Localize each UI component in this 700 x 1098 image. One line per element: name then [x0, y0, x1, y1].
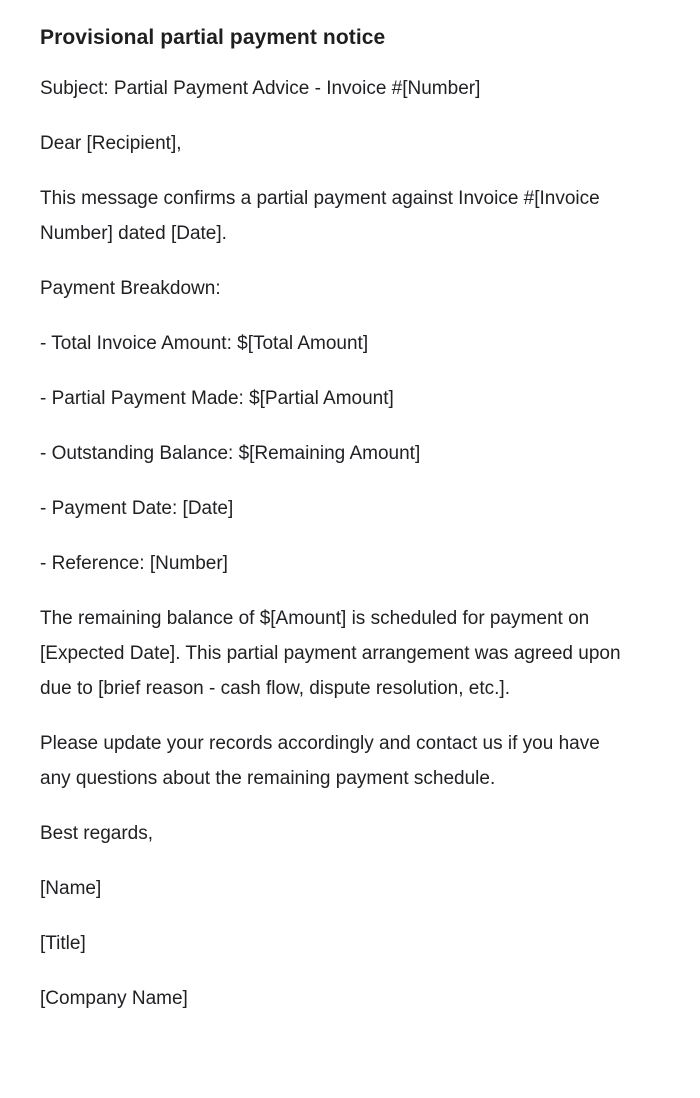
schedule-paragraph: The remaining balance of $[Amount] is scheduled for payment on [Expected Date]. This partial payment arrangement was agreed upon due to [brief reason - cash flow, dispute resolution, etc.].: [40, 608, 621, 700]
signature-name: [Name]: [40, 878, 102, 900]
intro-paragraph: This message confirms a partial payment against Invoice #[Invoice Number] dated [Date].: [40, 188, 600, 245]
document-body: [40, 71, 635, 1016]
breakdown-item-date: - Payment Date: [Date]: [40, 498, 234, 520]
breakdown-item-reference: - Reference: [Number]: [40, 553, 228, 575]
page-title: Provisional partial payment notice: [40, 26, 386, 49]
breakdown-item-total: - Total Invoice Amount: $[Total Amount]: [40, 333, 369, 355]
salutation: Dear [Recipient],: [40, 133, 182, 155]
subject-line: Subject: Partial Payment Advice - Invoice #[Number]: [40, 78, 481, 100]
signature-company: [Company Name]: [40, 988, 188, 1010]
breakdown-heading: Payment Breakdown:: [40, 278, 221, 300]
closing: Best regards,: [40, 823, 153, 845]
breakdown-item-balance: - Outstanding Balance: $[Remaining Amount]: [40, 443, 421, 465]
records-paragraph: Please update your records accordingly and contact us if you have any questions about the remaining payment schedule.: [40, 733, 600, 790]
breakdown-item-partial: - Partial Payment Made: $[Partial Amount]: [40, 388, 394, 410]
signature-title: [Title]: [40, 933, 86, 955]
